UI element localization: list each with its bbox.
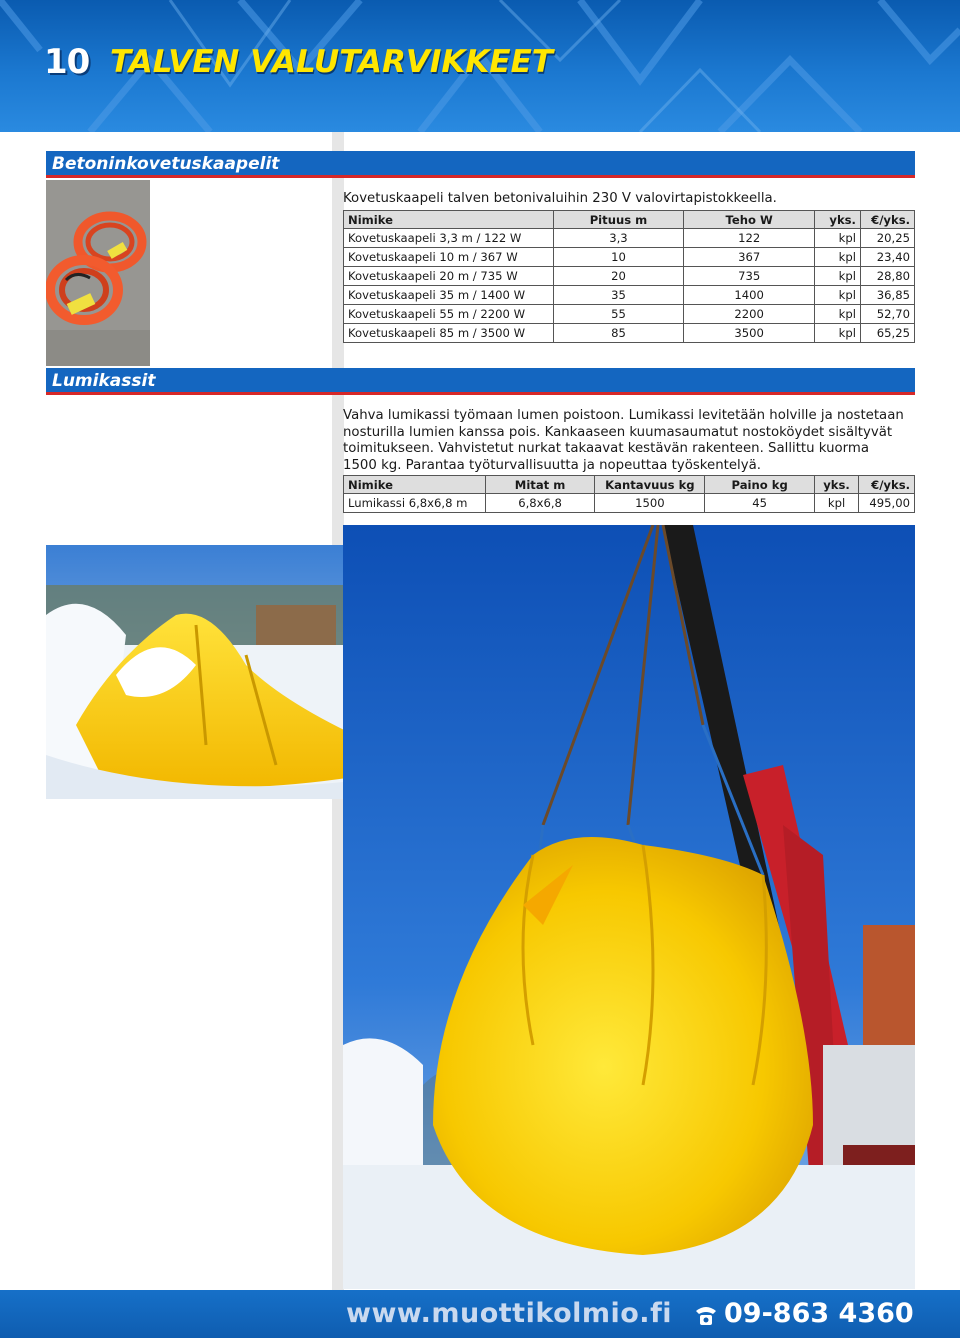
page-footer xyxy=(0,1290,960,1338)
cell-hinta: 20,25 xyxy=(860,229,914,248)
col-header-kantavuus: Kantavuus kg xyxy=(595,476,705,494)
table-row xyxy=(344,494,915,513)
table-row xyxy=(344,248,915,267)
cell-nimike: Lumikassi 6,8x6,8 m xyxy=(344,494,486,513)
cell-hinta: 52,70 xyxy=(860,305,914,324)
cell-hinta: 23,40 xyxy=(860,248,914,267)
cell-nimike: Kovetuskaapeli 55 m / 2200 W xyxy=(344,305,554,324)
cell-teho: 122 xyxy=(684,229,815,248)
cell-mitat: 6,8x6,8 xyxy=(485,494,595,513)
cell-nimike: Kovetuskaapeli 85 m / 3500 W xyxy=(344,324,554,343)
col-header-nimike: Nimike xyxy=(344,476,486,494)
table-row xyxy=(344,267,915,286)
page-number: 10 xyxy=(44,42,90,82)
snowbag-lift-photo xyxy=(343,525,915,1289)
phone-icon xyxy=(694,1305,718,1327)
cell-nimike: Kovetuskaapeli 3,3 m / 122 W xyxy=(344,229,554,248)
page-header xyxy=(0,0,960,132)
cell-yks: kpl xyxy=(815,324,861,343)
snowbag-lift-image xyxy=(343,525,915,1289)
snowbag-price-table xyxy=(343,475,915,513)
cell-yks: kpl xyxy=(815,248,861,267)
cell-pituus: 35 xyxy=(553,286,684,305)
website-link[interactable]: www.muottikolmio.fi xyxy=(346,1298,673,1329)
cell-pituus: 55 xyxy=(553,305,684,324)
table-row xyxy=(344,286,915,305)
table-row xyxy=(344,229,915,248)
cell-hinta: 36,85 xyxy=(860,286,914,305)
cell-teho: 1400 xyxy=(684,286,815,305)
cell-hinta: 28,80 xyxy=(860,267,914,286)
section-title: Lumikassit xyxy=(52,371,156,391)
col-header-paino: Paino kg xyxy=(705,476,815,494)
cable-description: Kovetuskaapeli talven betonivaluihin 230 V valovirtapistokkeella. xyxy=(343,191,777,206)
cell-nimike: Kovetuskaapeli 10 m / 367 W xyxy=(344,248,554,267)
cell-teho: 3500 xyxy=(684,324,815,343)
cell-yks: kpl xyxy=(815,286,861,305)
cell-hinta: 65,25 xyxy=(860,324,914,343)
cell-yks: kpl xyxy=(815,494,859,513)
section-bar-lumikassit xyxy=(46,368,915,395)
table-row xyxy=(344,305,915,324)
cable-price-table xyxy=(343,210,915,343)
description-line: Vahva lumikassi työmaan lumen poistoon. Lumikassi levitetään holville ja nostetaan xyxy=(343,408,904,423)
cell-kantavuus: 1500 xyxy=(595,494,705,513)
page-title: TALVEN VALUTARVIKKEET xyxy=(110,44,553,80)
col-header-teho: Teho W xyxy=(684,211,815,229)
col-header-hinta: €/yks. xyxy=(859,476,915,494)
cell-teho: 2200 xyxy=(684,305,815,324)
cell-teho: 367 xyxy=(684,248,815,267)
cable-photo xyxy=(46,180,150,366)
cell-pituus: 85 xyxy=(553,324,684,343)
col-header-yks: yks. xyxy=(815,211,861,229)
cell-yks: kpl xyxy=(815,305,861,324)
table-row xyxy=(344,324,915,343)
table-header-row xyxy=(344,476,915,494)
cell-yks: kpl xyxy=(815,267,861,286)
section-bar-betoninkovetuskaapelit xyxy=(46,151,915,178)
cell-yks: kpl xyxy=(815,229,861,248)
col-header-hinta: €/yks. xyxy=(860,211,914,229)
cell-paino: 45 xyxy=(705,494,815,513)
table-header-row xyxy=(344,211,915,229)
col-header-yks: yks. xyxy=(815,476,859,494)
description-line: toimitukseen. Vahvistetut nurkat takaavat kestävän rakenteen. Sallittu kuorma xyxy=(343,441,869,456)
section-title: Betoninkovetuskaapelit xyxy=(52,154,280,174)
description-line: nosturilla lumien kanssa pois. Kankaaseen kuumasaumatut nostoköydet sisältyvät xyxy=(343,424,893,440)
cable-coils-image xyxy=(46,180,150,366)
col-header-mitat: Mitat m xyxy=(485,476,595,494)
cell-pituus: 3,3 xyxy=(553,229,684,248)
cell-pituus: 10 xyxy=(553,248,684,267)
cell-nimike: Kovetuskaapeli 20 m / 735 W xyxy=(344,267,554,286)
cell-nimike: Kovetuskaapeli 35 m / 1400 W xyxy=(344,286,554,305)
col-header-nimike: Nimike xyxy=(344,211,554,229)
description-line: 1500 kg. Parantaa työturvallisuutta ja nopeuttaa työskentelyä. xyxy=(343,457,761,473)
cell-pituus: 20 xyxy=(553,267,684,286)
cell-teho: 735 xyxy=(684,267,815,286)
col-header-pituus: Pituus m xyxy=(553,211,684,229)
snowbag-description xyxy=(343,408,904,474)
cell-hinta: 495,00 xyxy=(859,494,915,513)
phone-number[interactable]: 09-863 4360 xyxy=(724,1298,914,1329)
